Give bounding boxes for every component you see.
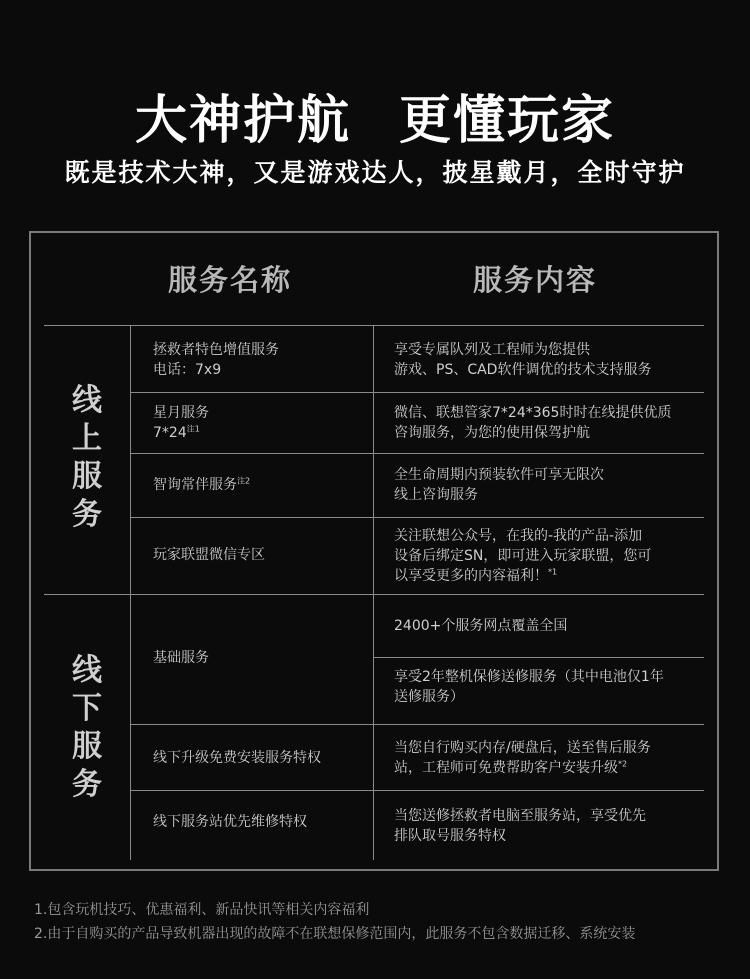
table-divider	[373, 657, 704, 658]
table-row-content: 2400+个服务网点覆盖全国	[394, 618, 568, 634]
table-divider	[44, 325, 704, 326]
table-row-name: 线下升级免费安装服务特权	[153, 750, 321, 766]
table-row-content: 关注联想公众号，在我的-我的产品-添加 设备后绑定SN，即可进入玩家联盟，您可 以享受更多的内容福利！$^{*1}$	[394, 528, 652, 584]
table-divider	[131, 724, 704, 725]
headline	[0, 78, 750, 153]
footnote-ref: *1	[548, 567, 558, 577]
table-row-content: 当您自行购买内存/硬盘后，送至售后服务 站，工程师可免费帮助客户安装升级$^{*2}$	[394, 740, 651, 776]
table-divider	[131, 392, 704, 393]
footnote-ref: 注1	[186, 424, 200, 434]
footnote-ref: 注2	[237, 476, 251, 486]
table-row-content: 享受专属队列及工程师为您提供 游戏、PS、CAD软件调优的技术支持服务	[394, 342, 652, 378]
table-divider	[373, 325, 374, 860]
table-row-name: 基础服务	[153, 650, 209, 666]
table-row-content: 享受2年整机保修送修服务（其中电池仅1年 送修服务）	[394, 669, 664, 705]
table-divider	[131, 517, 704, 518]
column-header-service-content: 服务内容	[473, 263, 598, 297]
group-label-offline: 线 下 服 务	[72, 653, 102, 802]
headline-part1: 大神护航	[134, 91, 351, 151]
footnote-ref: *2	[618, 759, 628, 769]
footnote-1: 1.包含玩机技巧、优惠福利、新品快讯等相关内容福利	[34, 902, 370, 918]
table-divider	[131, 453, 704, 454]
table-divider	[131, 790, 704, 791]
table-row-content: 当您送修拯救者电脑至服务站，享受优先 排队取号服务特权	[394, 808, 646, 844]
table-divider	[44, 594, 704, 595]
footnote-2: 2.由于自购买的产品导致机器出现的故障不在联想保修范围内，此服务不包含数据迁移、系统安装	[34, 926, 636, 942]
headline-part2: 更懂玩家	[399, 91, 616, 151]
table-row-name: 智询常伴服务$^{注2}$	[153, 476, 251, 493]
table-row-content: 微信、联想管家7*24*365时时在线提供优质 咨询服务，为您的使用保驾护航	[394, 405, 672, 441]
table-row-name: 星月服务 7*24$^{注1}$	[153, 405, 209, 441]
table-row-content: 全生命周期内预装软件可享无限次 线上咨询服务	[394, 467, 604, 503]
column-header-service-name: 服务名称	[168, 263, 293, 297]
table-row-name: 玩家联盟微信专区	[153, 547, 265, 563]
group-label-online: 线 上 服 务	[72, 383, 102, 532]
table-divider	[130, 325, 131, 860]
subheadline: 既是技术大神，又是游戏达人，披星戴月，全时守护	[64, 158, 686, 187]
table-row-name: 线下服务站优先维修特权	[153, 814, 307, 830]
table-row-name: 拯救者特色增值服务 电话：7x9	[153, 342, 279, 378]
